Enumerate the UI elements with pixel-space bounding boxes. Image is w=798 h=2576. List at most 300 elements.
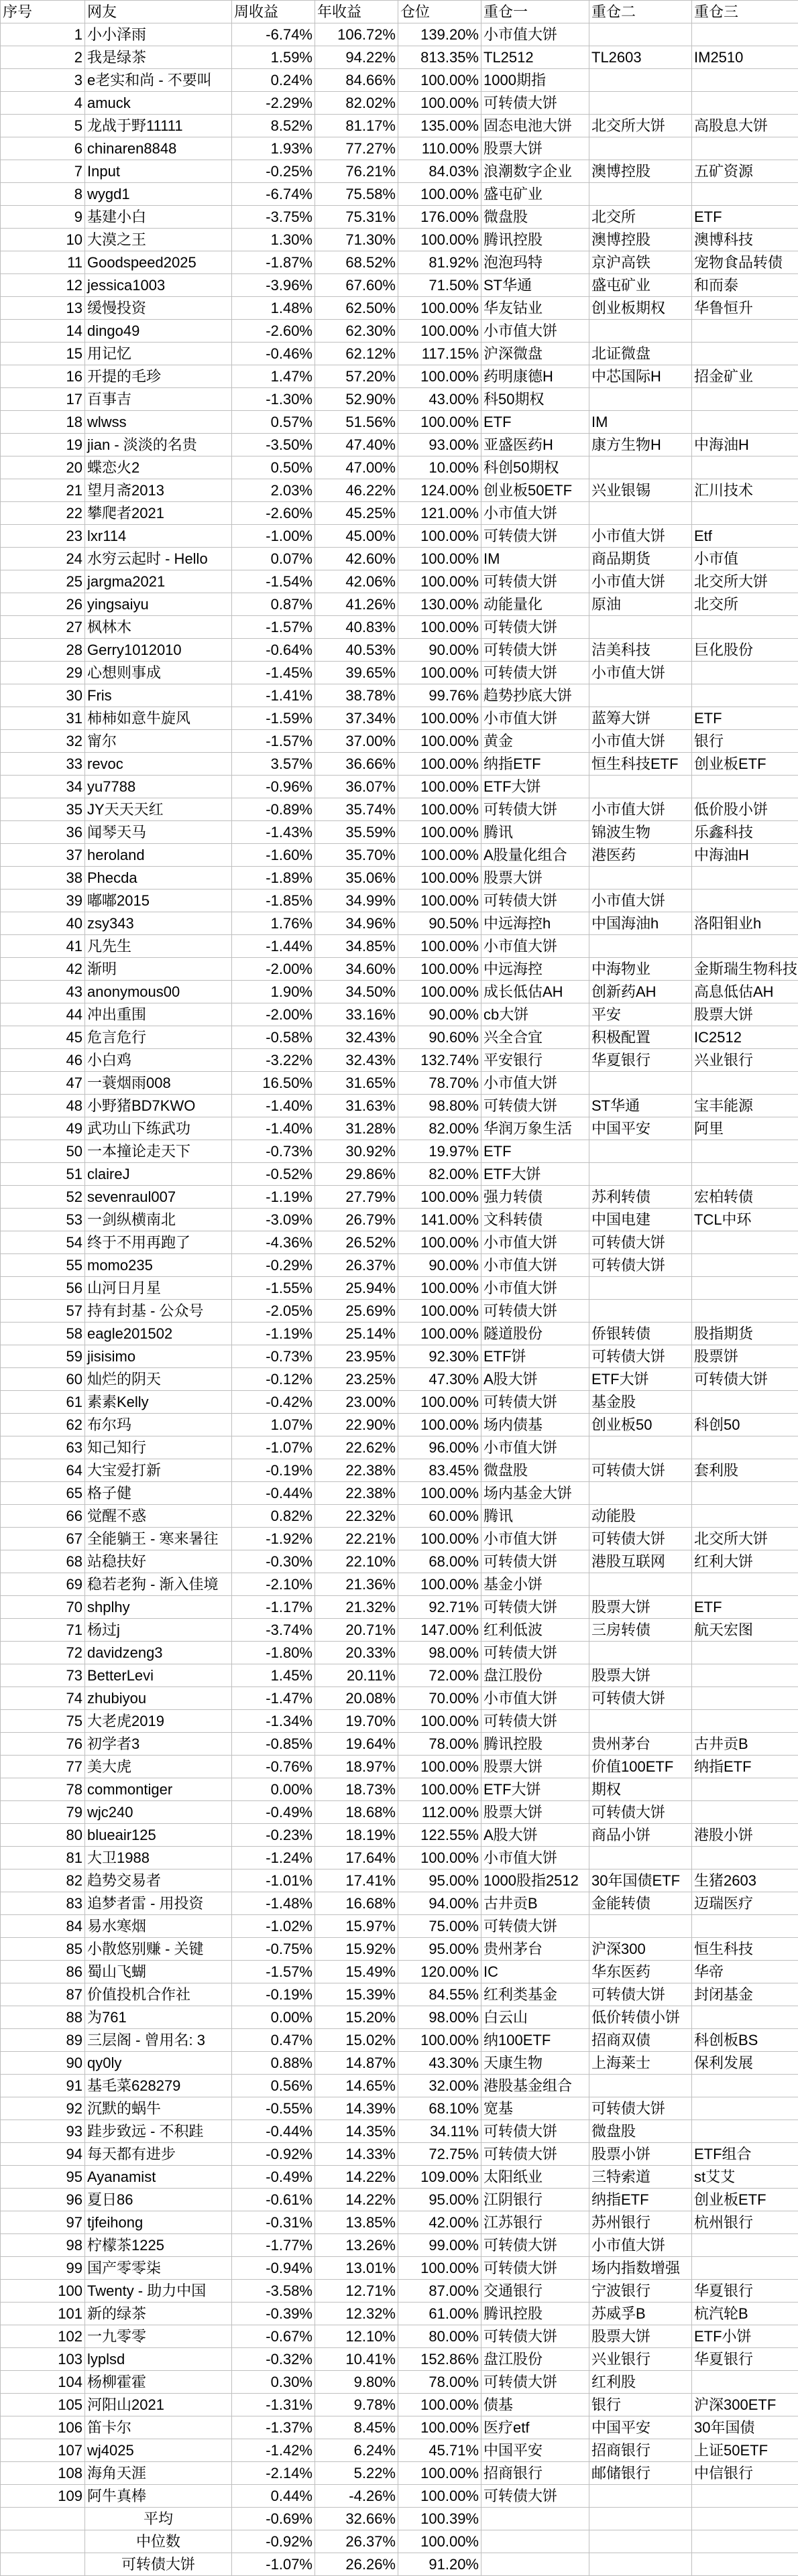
annual-return-cell: 14.39% (315, 2097, 398, 2120)
position-cell: 43.00% (398, 388, 481, 411)
user-cell: 站稳扶好 (85, 1550, 232, 1573)
position-cell: 122.55% (398, 1824, 481, 1847)
weekly-return-cell: -0.76% (232, 1756, 315, 1778)
user-cell: 河阳山2021 (85, 2394, 232, 2416)
table-row (1, 1072, 798, 1095)
holding-1-cell: 小市值大饼 (481, 502, 589, 525)
user-cell: 小野猪BD7KWO (85, 1095, 232, 1117)
index-cell: 80 (1, 1824, 85, 1847)
table-row (1, 297, 798, 320)
holding-1-cell: 股票大饼 (481, 1801, 589, 1824)
holding-3-cell (692, 1847, 798, 1869)
weekly-return-cell: 0.88% (232, 2052, 315, 2075)
index-cell: 62 (1, 1414, 85, 1436)
weekly-return-cell: 0.57% (232, 411, 315, 434)
index-cell: 86 (1, 1961, 85, 1983)
holding-3-cell: ETF小饼 (692, 2325, 798, 2348)
weekly-return-cell: 8.52% (232, 115, 315, 137)
user-cell: 三层阁 - 曾用名: 3 (85, 2029, 232, 2052)
annual-return-cell: 106.72% (315, 23, 398, 46)
user-cell: 百事吉 (85, 388, 232, 411)
weekly-return-cell: 1.30% (232, 229, 315, 251)
table-row (1, 2348, 798, 2371)
annual-return-cell: 45.00% (315, 525, 398, 548)
position-cell: 100.00% (398, 2029, 481, 2052)
position-cell: 100.00% (398, 1391, 481, 1414)
user-cell: wjc240 (85, 1801, 232, 1824)
table-row (1, 981, 798, 1003)
weekly-return-cell: -6.74% (232, 23, 315, 46)
user-cell: 冲出重围 (85, 1003, 232, 1026)
annual-return-cell: 16.68% (315, 1892, 398, 1915)
holding-2-cell (589, 456, 692, 479)
annual-return-cell: 18.19% (315, 1824, 398, 1847)
holding-2-cell: 苏州银行 (589, 2211, 692, 2234)
index-cell: 65 (1, 1482, 85, 1505)
position-cell: 112.00% (398, 1801, 481, 1824)
holding-3-cell: 科创板BS (692, 2029, 798, 2052)
user-cell: 小白鸡 (85, 1049, 232, 1072)
holding-3-cell (692, 388, 798, 411)
annual-return-cell: 19.64% (315, 1733, 398, 1756)
holding-3-cell: 宠物食品转债 (692, 251, 798, 274)
table-row (1, 160, 798, 183)
holding-1-cell: 基金小饼 (481, 1573, 589, 1596)
annual-return-cell: 20.11% (315, 1664, 398, 1687)
holding-1-cell: 医疗etf (481, 2416, 589, 2439)
holding-3-cell (692, 1687, 798, 1710)
holding-3-cell: IC2512 (692, 1026, 798, 1049)
position-cell: 100.00% (398, 2394, 481, 2416)
table-row (1, 2189, 798, 2211)
user-cell: 趋势交易者 (85, 1869, 232, 1892)
annual-return-cell: 62.30% (315, 320, 398, 343)
position-cell: 78.00% (398, 1733, 481, 1756)
annual-return-cell: 46.22% (315, 479, 398, 502)
position-cell: 61.00% (398, 2303, 481, 2325)
annual-return-cell: 47.00% (315, 456, 398, 479)
user-cell: 笛卡尔 (85, 2416, 232, 2439)
holding-3-cell: Etf (692, 525, 798, 548)
holding-2-cell: 微盘股 (589, 2120, 692, 2143)
holding-2-cell (589, 1436, 692, 1459)
annual-return-cell: 13.01% (315, 2257, 398, 2280)
table-row (1, 776, 798, 798)
position-cell: 98.80% (398, 1095, 481, 1117)
holding-3-cell: 洛阳钼业h (692, 912, 798, 935)
table-row (1, 1391, 798, 1414)
annual-return-cell: 18.97% (315, 1756, 398, 1778)
index-cell: 95 (1, 2166, 85, 2189)
index-cell: 30 (1, 684, 85, 707)
holding-3-cell: 小市值 (692, 548, 798, 570)
holding-2-cell: 小市值大饼 (589, 730, 692, 753)
user-cell: anonymous00 (85, 981, 232, 1003)
user-cell: 柠檬茶1225 (85, 2234, 232, 2257)
weekly-return-cell: -1.30% (232, 388, 315, 411)
holding-2-cell: 康方生物H (589, 434, 692, 456)
holding-3-cell: 兴业银行 (692, 1049, 798, 1072)
weekly-return-cell: -3.96% (232, 274, 315, 297)
table-row (1, 251, 798, 274)
index-cell: 9 (1, 206, 85, 229)
weekly-return-cell: 1.07% (232, 1414, 315, 1436)
annual-return-cell: 34.60% (315, 958, 398, 981)
holding-3-cell: 宝丰能源 (692, 1095, 798, 1117)
index-cell: 41 (1, 935, 85, 958)
holding-1-cell: 交通银行 (481, 2280, 589, 2303)
user-cell: 嘟嘟2015 (85, 890, 232, 912)
table-row (1, 1323, 798, 1345)
index-cell: 46 (1, 1049, 85, 1072)
user-cell: 觉醒不惑 (85, 1505, 232, 1528)
index-cell: 84 (1, 1915, 85, 1938)
user-cell: 素素Kelly (85, 1391, 232, 1414)
user-cell: 沉默的蜗牛 (85, 2097, 232, 2120)
holding-2-cell: IM (589, 411, 692, 434)
index-cell: 52 (1, 1186, 85, 1209)
holding-2-cell (589, 1573, 692, 1596)
user-cell: wlwss (85, 411, 232, 434)
position-cell: 139.20% (398, 23, 481, 46)
summary-position-cell: 100.00% (398, 2530, 481, 2553)
weekly-return-cell: -1.59% (232, 707, 315, 730)
holding-3-cell: 港股小饼 (692, 1824, 798, 1847)
index-cell: 8 (1, 183, 85, 206)
holding-1-cell: 可转债大饼 (481, 2485, 589, 2508)
holding-2-cell: 创业板期权 (589, 297, 692, 320)
holding-3-cell: ETF (692, 707, 798, 730)
position-cell: 100.00% (398, 1847, 481, 1869)
summary-weekly-return-cell: -0.69% (232, 2508, 315, 2530)
table-row (1, 2303, 798, 2325)
annual-return-cell: 40.83% (315, 616, 398, 639)
holding-1-cell: 红利类基金 (481, 1983, 589, 2006)
holding-3-cell: 沪深300ETF (692, 2394, 798, 2416)
table-row (1, 1231, 798, 1254)
annual-return-cell: 6.24% (315, 2439, 398, 2462)
table-row (1, 1368, 798, 1391)
index-cell: 60 (1, 1368, 85, 1391)
holding-2-cell: 可转债大饼 (589, 1345, 692, 1368)
holding-1-cell: 白云山 (481, 2006, 589, 2029)
index-cell: 42 (1, 958, 85, 981)
position-cell: 100.00% (398, 2485, 481, 2508)
index-cell: 47 (1, 1072, 85, 1095)
holding-3-cell (692, 2120, 798, 2143)
annual-return-cell: 14.35% (315, 2120, 398, 2143)
holding-2-cell: 苏利转债 (589, 1186, 692, 1209)
annual-return-cell: 38.78% (315, 684, 398, 707)
position-cell: 68.10% (398, 2097, 481, 2120)
position-cell: 81.92% (398, 251, 481, 274)
user-cell: 知己知行 (85, 1436, 232, 1459)
annual-return-cell: 68.52% (315, 251, 398, 274)
user-cell: 杨过j (85, 1619, 232, 1642)
holding-2-cell: 可转债大饼 (589, 1459, 692, 1482)
position-cell: 100.00% (398, 570, 481, 593)
holding-2-cell: 中国平安 (589, 1117, 692, 1140)
annual-return-cell: 51.56% (315, 411, 398, 434)
weekly-return-cell: 2.03% (232, 479, 315, 502)
user-cell: 缓慢投资 (85, 297, 232, 320)
user-cell: 开提的毛珍 (85, 365, 232, 388)
index-cell: 91 (1, 2075, 85, 2097)
user-cell: JY天天天红 (85, 798, 232, 821)
holding-1-cell: 小市值大饼 (481, 1072, 589, 1095)
header-position: 仓位 (398, 1, 481, 23)
index-cell: 53 (1, 1209, 85, 1231)
user-cell: 终于不用再跑了 (85, 1231, 232, 1254)
holding-3-cell: 汇川技术 (692, 479, 798, 502)
holding-2-cell: 股票大饼 (589, 2325, 692, 2348)
position-cell: 100.00% (398, 548, 481, 570)
user-cell: 大老虎2019 (85, 1710, 232, 1733)
index-cell: 43 (1, 981, 85, 1003)
user-cell: chinaren8848 (85, 137, 232, 160)
table-row (1, 1277, 798, 1300)
table-row (1, 365, 798, 388)
holding-1-cell: 腾讯 (481, 821, 589, 844)
holding-3-cell: 股指期货 (692, 1323, 798, 1345)
holding-1-cell: 可转债大饼 (481, 92, 589, 115)
position-cell: 100.00% (398, 1710, 481, 1733)
user-cell: sevenraul007 (85, 1186, 232, 1209)
user-cell: 杨柳霍霍 (85, 2371, 232, 2394)
position-cell: 100.00% (398, 1778, 481, 1801)
index-cell: 70 (1, 1596, 85, 1619)
table-row (1, 1847, 798, 1869)
table-row (1, 1095, 798, 1117)
table-row (1, 753, 798, 776)
holding-3-cell (692, 320, 798, 343)
index-cell: 97 (1, 2211, 85, 2234)
holding-2-cell: 北交所大饼 (589, 115, 692, 137)
table-row (1, 1983, 798, 2006)
user-cell: 新的绿茶 (85, 2303, 232, 2325)
weekly-return-cell: -1.02% (232, 1915, 315, 1938)
holding-1-cell: 股票大饼 (481, 867, 589, 890)
weekly-return-cell: -3.50% (232, 434, 315, 456)
weekly-return-cell: -1.17% (232, 1596, 315, 1619)
holding-1-cell: 腾讯控股 (481, 229, 589, 251)
annual-return-cell: 39.65% (315, 662, 398, 684)
position-cell: 72.00% (398, 1664, 481, 1687)
annual-return-cell: 15.39% (315, 1983, 398, 2006)
user-cell: 闻琴天马 (85, 821, 232, 844)
header-holding-1: 重仓一 (481, 1, 589, 23)
position-cell: 100.00% (398, 867, 481, 890)
holding-1-cell: 可转债大饼 (481, 890, 589, 912)
weekly-return-cell: -0.12% (232, 1368, 315, 1391)
index-cell: 20 (1, 456, 85, 479)
position-cell: 100.00% (398, 1277, 481, 1300)
weekly-return-cell: -0.19% (232, 1459, 315, 1482)
holding-3-cell: 澳博科技 (692, 229, 798, 251)
holding-1-cell: 兴全合宜 (481, 1026, 589, 1049)
holding-1-cell: 小市值大饼 (481, 1687, 589, 1710)
annual-return-cell: 47.40% (315, 434, 398, 456)
position-cell: 98.00% (398, 1642, 481, 1664)
holding-3-cell (692, 1163, 798, 1186)
table-row (1, 2006, 798, 2029)
table-row (1, 2075, 798, 2097)
holding-1-cell: ETF大饼 (481, 1163, 589, 1186)
position-cell: 100.00% (398, 2416, 481, 2439)
user-cell: e老实和尚 - 不要叫 (85, 69, 232, 92)
table-row (1, 1049, 798, 1072)
table-row (1, 206, 798, 229)
holding-3-cell: ETF组合 (692, 2143, 798, 2166)
holding-2-cell (589, 776, 692, 798)
holding-1-cell: A股大饼 (481, 1824, 589, 1847)
summary-row (1, 2530, 798, 2553)
holding-1-cell: 动能量化 (481, 593, 589, 616)
annual-return-cell: 26.52% (315, 1231, 398, 1254)
annual-return-cell: 15.02% (315, 2029, 398, 2052)
annual-return-cell: 34.50% (315, 981, 398, 1003)
position-cell: 100.00% (398, 1482, 481, 1505)
weekly-return-cell: -1.31% (232, 2394, 315, 2416)
holding-3-cell: 股票饼 (692, 1345, 798, 1368)
index-cell: 58 (1, 1323, 85, 1345)
annual-return-cell: 32.43% (315, 1049, 398, 1072)
user-cell: Input (85, 160, 232, 183)
user-cell: Gerry1012010 (85, 639, 232, 662)
user-cell: blueair125 (85, 1824, 232, 1847)
annual-return-cell: 25.14% (315, 1323, 398, 1345)
index-cell: 94 (1, 2143, 85, 2166)
weekly-return-cell: -3.22% (232, 1049, 315, 1072)
index-cell: 18 (1, 411, 85, 434)
annual-return-cell: 21.36% (315, 1573, 398, 1596)
annual-return-cell: 21.32% (315, 1596, 398, 1619)
index-cell: 23 (1, 525, 85, 548)
table-row (1, 1596, 798, 1619)
index-cell: 12 (1, 274, 85, 297)
user-cell: 山河日月星 (85, 1277, 232, 1300)
holding-1-cell: 纳100ETF (481, 2029, 589, 2052)
holding-2-cell: 商品期货 (589, 548, 692, 570)
summary-empty-cell (589, 2553, 692, 2576)
summary-blank-cell (1, 2508, 85, 2530)
weekly-return-cell: -0.94% (232, 2257, 315, 2280)
weekly-return-cell: -0.49% (232, 2166, 315, 2189)
holding-2-cell: 低价转债小饼 (589, 2006, 692, 2029)
annual-return-cell: 22.62% (315, 1436, 398, 1459)
index-cell: 73 (1, 1664, 85, 1687)
holding-3-cell: 科创50 (692, 1414, 798, 1436)
table-row (1, 730, 798, 753)
user-cell: 一剑纵横南北 (85, 1209, 232, 1231)
table-row (1, 1664, 798, 1687)
table-row (1, 662, 798, 684)
holding-3-cell: 创业板ETF (692, 753, 798, 776)
holding-2-cell: 兴业银行 (589, 2348, 692, 2371)
header-row (1, 1, 798, 23)
holding-3-cell: TCL中环 (692, 1209, 798, 1231)
holding-3-cell (692, 1710, 798, 1733)
user-cell: 枫林木 (85, 616, 232, 639)
holding-3-cell (692, 1300, 798, 1323)
user-cell: commontiger (85, 1778, 232, 1801)
position-cell: 147.00% (398, 1619, 481, 1642)
weekly-return-cell: -1.57% (232, 1961, 315, 1983)
annual-return-cell: 5.22% (315, 2462, 398, 2485)
holding-1-cell: 贵州茅台 (481, 1938, 589, 1961)
table-row (1, 867, 798, 890)
holding-2-cell: 洁美科技 (589, 639, 692, 662)
index-cell: 99 (1, 2257, 85, 2280)
user-cell: 水穷云起时 - Hello (85, 548, 232, 570)
holding-3-cell (692, 1254, 798, 1277)
holding-3-cell: 乐鑫科技 (692, 821, 798, 844)
holding-3-cell (692, 1915, 798, 1938)
holding-2-cell: 中海物业 (589, 958, 692, 981)
weekly-return-cell: -3.74% (232, 1619, 315, 1642)
holding-2-cell: 蓝筹大饼 (589, 707, 692, 730)
summary-empty-cell (692, 2553, 798, 2576)
index-cell: 98 (1, 2234, 85, 2257)
holding-2-cell (589, 684, 692, 707)
holding-1-cell: 沪深微盘 (481, 343, 589, 365)
holding-2-cell (589, 1300, 692, 1323)
weekly-return-cell: -1.54% (232, 570, 315, 593)
user-cell: 龙战于野11111 (85, 115, 232, 137)
holding-1-cell: A股大饼 (481, 1368, 589, 1391)
holding-1-cell: 江苏银行 (481, 2211, 589, 2234)
summary-label-cell: 可转债大饼 (85, 2553, 232, 2576)
weekly-return-cell: -1.89% (232, 867, 315, 890)
annual-return-cell: 26.37% (315, 1254, 398, 1277)
annual-return-cell: 32.43% (315, 1026, 398, 1049)
summary-annual-return-cell: 26.26% (315, 2553, 398, 2576)
user-cell: davidzeng3 (85, 1642, 232, 1664)
table-row (1, 2371, 798, 2394)
holding-2-cell: 招商银行 (589, 2439, 692, 2462)
table-row (1, 1801, 798, 1824)
table-row (1, 1300, 798, 1323)
weekly-return-cell: 1.48% (232, 297, 315, 320)
holding-2-cell: 北交所 (589, 206, 692, 229)
table-row (1, 1209, 798, 1231)
index-cell: 90 (1, 2052, 85, 2075)
user-cell: 用记忆 (85, 343, 232, 365)
table-row (1, 2439, 798, 2462)
holding-2-cell: 贵州茅台 (589, 1733, 692, 1756)
annual-return-cell: 19.70% (315, 1710, 398, 1733)
user-cell: 每天都有进步 (85, 2143, 232, 2166)
holding-2-cell: 三特索道 (589, 2166, 692, 2189)
weekly-return-cell: -2.29% (232, 92, 315, 115)
table-row (1, 1869, 798, 1892)
weekly-return-cell: -0.58% (232, 1026, 315, 1049)
holding-3-cell: 阿里 (692, 1117, 798, 1140)
user-cell: 攀爬者2021 (85, 502, 232, 525)
weekly-return-cell: -0.52% (232, 1163, 315, 1186)
annual-return-cell: 26.79% (315, 1209, 398, 1231)
holding-3-cell: 高股息大饼 (692, 115, 798, 137)
table-row (1, 23, 798, 46)
holding-3-cell: 中信银行 (692, 2462, 798, 2485)
holding-1-cell: 趋势抄底大饼 (481, 684, 589, 707)
user-cell: 初学者3 (85, 1733, 232, 1756)
table-row (1, 46, 798, 69)
table-row (1, 2394, 798, 2416)
holding-1-cell: 可转债大饼 (481, 798, 589, 821)
position-cell: 100.00% (398, 1300, 481, 1323)
holding-1-cell: 太阳纸业 (481, 2166, 589, 2189)
